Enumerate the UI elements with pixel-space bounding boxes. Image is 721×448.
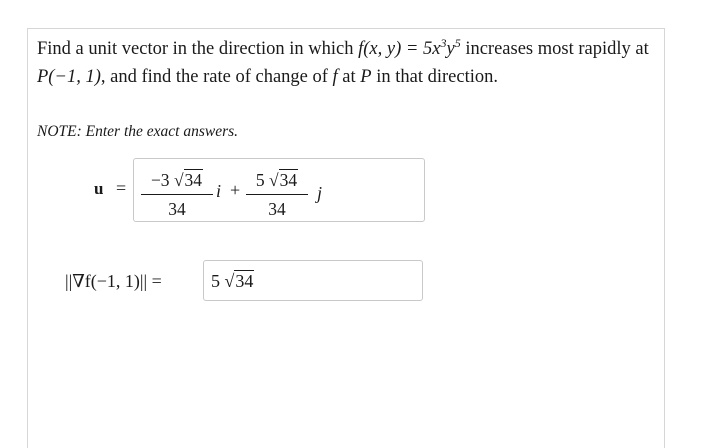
function-expression: f(x, $y) = 5x^3y^5$ [358, 36, 461, 59]
sqrt-symbol: √34 [224, 271, 254, 291]
i-denominator: 34 [168, 199, 186, 219]
p-variable: P [360, 67, 372, 87]
sqrt-symbol: √34 [269, 170, 298, 190]
note-text: NOTE: Enter the exact answers. [37, 123, 239, 140]
exponent-y: 5 [454, 36, 461, 50]
plus-sign: + [230, 180, 241, 200]
fraction-bar [141, 194, 213, 195]
rate-answer-value: 5 √34 [211, 271, 254, 291]
i-numerator: −3 √34 [150, 170, 203, 190]
rate-answer-field[interactable] [203, 260, 423, 301]
question-panel [27, 28, 665, 448]
sqrt-symbol: √34 [173, 170, 203, 190]
gradient-norm-label: ||∇f(−1, 1)|| = [65, 271, 162, 291]
f-variable: f [332, 67, 338, 87]
u-equals-sign: = [116, 178, 127, 198]
question-part2: increases most rapidly at [465, 39, 649, 59]
u-vector-label: u [94, 179, 104, 198]
question-part3: , and find the rate of change of [100, 67, 328, 87]
j-unit-symbol: j [317, 183, 323, 203]
j-component-fraction [246, 169, 308, 220]
question-part4: at [342, 67, 356, 87]
j-denominator: 34 [268, 199, 286, 219]
question-part1: Find a unit vector in the direction in which [37, 39, 354, 59]
question-text [37, 35, 659, 91]
question-part5: in that direction. [376, 67, 498, 87]
j-numerator: 5 √34 [255, 170, 298, 190]
unit-vector-answer-field[interactable] [133, 158, 425, 222]
exponent-x: 3 [440, 36, 447, 50]
fraction-bar [246, 194, 308, 195]
i-component-fraction [141, 169, 213, 220]
point-p: P(−1, 1) [37, 67, 101, 87]
i-unit-symbol: i [216, 181, 222, 201]
